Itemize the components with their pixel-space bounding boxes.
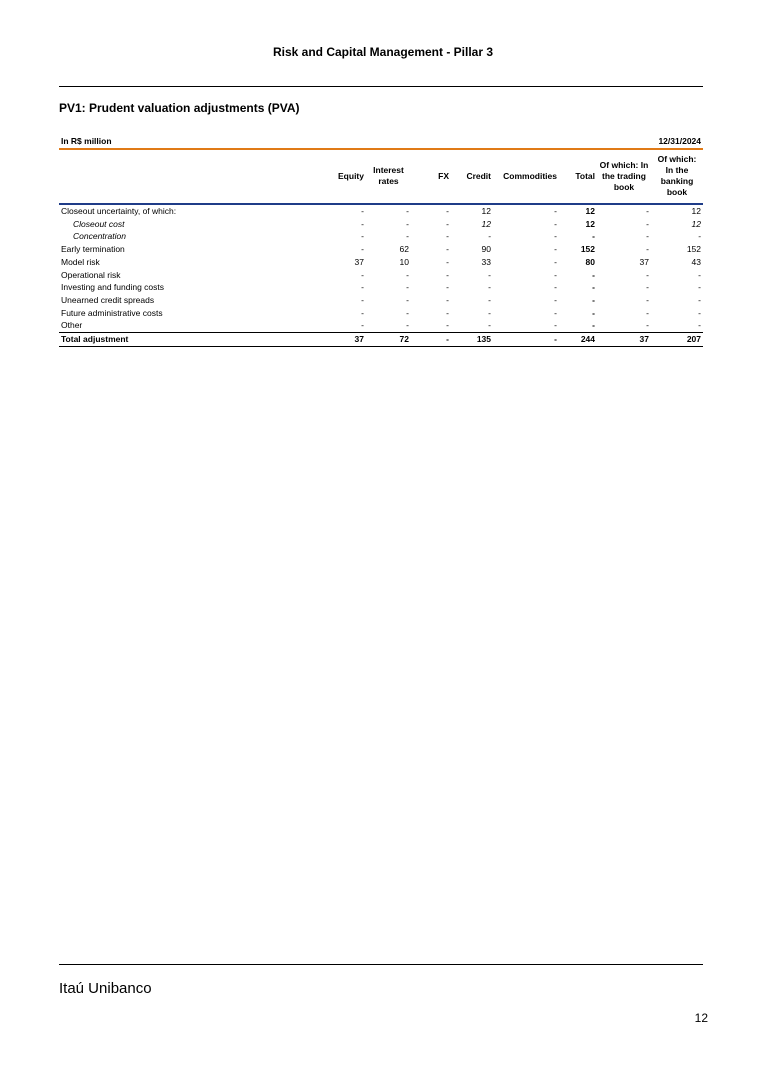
table-cell: 10 <box>399 256 409 267</box>
pva-table <box>59 150 703 347</box>
header-divider <box>59 86 703 87</box>
row-label: Concentration <box>73 231 126 242</box>
footer-divider <box>59 964 703 965</box>
table-cell: - <box>361 269 364 280</box>
row-label: Unearned credit spreads <box>61 294 155 305</box>
table-cell: 90 <box>481 244 491 255</box>
pva-table-container <box>59 136 703 347</box>
table-cell: - <box>446 218 449 229</box>
table-cell: - <box>446 206 449 216</box>
table-cell: 207 <box>651 333 703 347</box>
table-body <box>59 205 703 346</box>
table-cell: - <box>406 282 409 293</box>
table-cell: - <box>488 282 491 293</box>
col-header-total: Total <box>575 170 595 181</box>
table-header-row <box>59 150 703 203</box>
table-cell: - <box>592 231 595 242</box>
row-label: Operational risk <box>61 269 121 280</box>
table-cell: - <box>406 269 409 280</box>
footer-brand: Itaú Unibanco <box>59 980 152 997</box>
table-cell: - <box>488 294 491 305</box>
table-cell: - <box>554 294 557 305</box>
unit-label: In R$ million <box>61 136 112 146</box>
table-cell: 37 <box>354 256 364 267</box>
table-cell: 12 <box>481 218 491 229</box>
table-cell: 37 <box>639 256 649 267</box>
table-cell: 72 <box>366 333 411 347</box>
table-cell: - <box>446 231 449 242</box>
table-cell: - <box>698 320 701 331</box>
table-cell: - <box>698 282 701 293</box>
table-cell: - <box>698 269 701 280</box>
table-cell: - <box>592 320 595 331</box>
table-cell: - <box>361 206 364 216</box>
col-header-interest-rates: Interest rates <box>373 165 404 186</box>
table-cell: 37 <box>321 333 366 347</box>
table-cell: - <box>446 269 449 280</box>
table-cell: - <box>646 231 649 242</box>
table-cell: - <box>592 294 595 305</box>
table-cell: 12 <box>481 206 491 216</box>
header-label-cell <box>59 150 321 203</box>
table-cell: - <box>361 231 364 242</box>
table-cell: 12 <box>585 206 595 216</box>
table-cell: - <box>446 244 449 255</box>
table-cell: - <box>646 307 649 318</box>
table-row <box>59 205 703 218</box>
table-cell: 152 <box>686 244 701 255</box>
table-cell: - <box>446 256 449 267</box>
table-cell: - <box>361 218 364 229</box>
table-row <box>59 230 703 243</box>
table-cell: 80 <box>585 256 595 267</box>
row-label: Closeout cost <box>73 218 125 229</box>
table-cell: 33 <box>481 256 491 267</box>
table-cell: - <box>446 320 449 331</box>
table-cell: - <box>646 269 649 280</box>
row-label: Model risk <box>61 256 100 267</box>
table-cell: - <box>446 294 449 305</box>
table-cell: - <box>554 206 557 216</box>
table-cell: - <box>488 231 491 242</box>
table-cell: 43 <box>691 256 701 267</box>
table-row <box>59 243 703 256</box>
table-cell: 62 <box>399 244 409 255</box>
table-cell: - <box>554 244 557 255</box>
table-cell: 12 <box>691 206 701 216</box>
table-cell: - <box>554 218 557 229</box>
table-cell: - <box>361 320 364 331</box>
table-cell: - <box>406 307 409 318</box>
table-cell: 37 <box>597 333 651 347</box>
table-cell: 244 <box>559 333 597 347</box>
table-cell: - <box>554 320 557 331</box>
table-cell: - <box>361 307 364 318</box>
table-cell: - <box>488 320 491 331</box>
table-row <box>59 218 703 231</box>
col-header-commodities: Commodities <box>503 170 557 181</box>
table-cell: - <box>592 307 595 318</box>
table-cell: - <box>406 294 409 305</box>
table-cell: - <box>488 307 491 318</box>
table-cell: - <box>646 218 649 229</box>
table-cell: - <box>646 206 649 216</box>
table-row <box>59 256 703 269</box>
row-label: Total adjustment <box>59 333 321 347</box>
row-label: Future administrative costs <box>61 307 163 318</box>
row-label: Early termination <box>61 244 125 255</box>
table-cell: - <box>646 282 649 293</box>
table-cell: - <box>406 320 409 331</box>
table-row <box>59 307 703 320</box>
page-number: 12 <box>694 1011 708 1025</box>
table-row <box>59 281 703 294</box>
table-cell: - <box>592 269 595 280</box>
table-cell: - <box>698 294 701 305</box>
table-meta-row <box>59 136 703 148</box>
table-cell: - <box>361 244 364 255</box>
table-cell: - <box>646 320 649 331</box>
table-cell: 12 <box>585 218 595 229</box>
table-cell: 135 <box>451 333 493 347</box>
page-header-title: Risk and Capital Management - Pillar 3 <box>272 45 494 59</box>
table-cell: - <box>646 244 649 255</box>
table-cell: - <box>698 307 701 318</box>
table-cell: - <box>411 333 451 347</box>
table-cell: - <box>406 231 409 242</box>
col-header-trading-book: Of which: In the trading book <box>599 159 649 192</box>
table-row <box>59 319 703 332</box>
table-cell: - <box>361 282 364 293</box>
total-row <box>59 333 703 347</box>
table-cell: - <box>646 294 649 305</box>
table-row <box>59 294 703 307</box>
row-label: Other <box>61 320 83 331</box>
row-label: Investing and funding costs <box>61 282 165 293</box>
row-label: Closeout uncertainty, of which: <box>61 206 177 216</box>
section-title: PV1: Prudent valuation adjustments (PVA) <box>59 101 300 115</box>
table-cell: - <box>488 269 491 280</box>
table-cell: - <box>554 231 557 242</box>
table-cell: - <box>493 333 559 347</box>
table-cell: - <box>592 282 595 293</box>
col-header-fx: FX <box>438 170 449 181</box>
table-cell: - <box>698 231 701 242</box>
table-cell: - <box>554 307 557 318</box>
table-cell: - <box>554 282 557 293</box>
table-cell: - <box>446 282 449 293</box>
table-cell: - <box>554 256 557 267</box>
col-header-equity: Equity <box>338 170 364 181</box>
table-cell: - <box>361 294 364 305</box>
table-cell: - <box>446 307 449 318</box>
table-cell: - <box>406 218 409 229</box>
col-header-banking-book: Of which: In the banking book <box>657 154 697 197</box>
table-row <box>59 269 703 282</box>
table-cell: 12 <box>691 218 701 229</box>
table-cell: - <box>406 206 409 216</box>
date-label: 12/31/2024 <box>658 136 701 146</box>
col-header-credit: Credit <box>466 170 491 181</box>
table-cell: 152 <box>580 244 595 255</box>
table-cell: - <box>554 269 557 280</box>
